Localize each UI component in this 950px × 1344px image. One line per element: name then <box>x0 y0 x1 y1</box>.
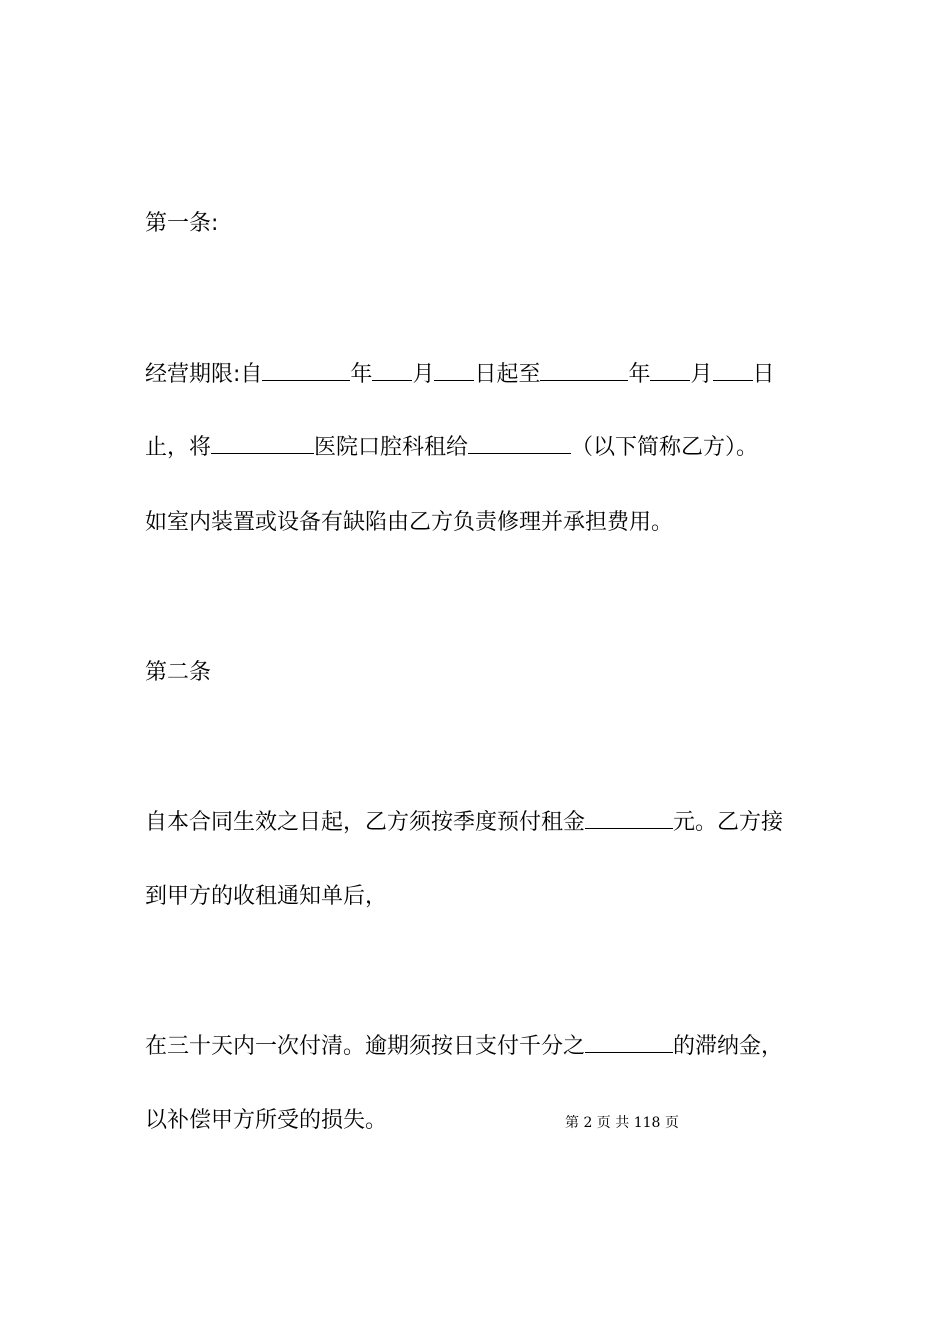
term-day-1: 日起至 <box>474 362 541 387</box>
compensation-text: 以补偿甲方所受的损失。 <box>145 1108 388 1133</box>
lease-mid: 医院口腔科租给 <box>314 435 469 460</box>
blank-lessee-name <box>468 433 571 454</box>
article-1-heading-text: 第一条: <box>145 211 219 236</box>
blank-end-year <box>540 360 628 381</box>
rent-suffix: 元。乙方接 <box>673 810 784 835</box>
term-prefix: 经营期限:自 <box>145 362 263 387</box>
page-number <box>565 1113 679 1133</box>
term-year-2: 年 <box>628 362 651 387</box>
blank-start-day <box>434 360 474 381</box>
term-year-1: 年 <box>350 362 373 387</box>
notice-text: 到甲方的收租通知单后， <box>145 884 388 909</box>
term-month-2: 月 <box>690 362 713 387</box>
article-1-repair-line <box>145 508 673 538</box>
article-2-payment-line <box>145 1032 783 1062</box>
payment-prefix: 在三十天内一次付清。逾期须按日支付千分之 <box>145 1034 586 1059</box>
lease-prefix: 止，将 <box>145 435 212 460</box>
article-1-lease-line <box>145 433 758 463</box>
rent-prefix: 自本合同生效之日起，乙方须按季度预付租金 <box>145 810 586 835</box>
article-2-heading-text: 第二条 <box>145 660 212 685</box>
article-2-heading <box>145 658 211 688</box>
page-number-text: 第 2 页 共 118 页 <box>565 1115 679 1131</box>
term-month-1: 月 <box>412 362 435 387</box>
blank-end-month <box>650 360 690 381</box>
blank-late-fee-rate <box>585 1032 673 1053</box>
blank-start-month <box>372 360 412 381</box>
article-1-term-line <box>145 360 775 390</box>
article-2-rent-line <box>145 808 783 838</box>
blank-hospital-name <box>211 433 314 454</box>
payment-suffix: 的滞纳金， <box>673 1034 784 1059</box>
blank-end-day <box>713 360 753 381</box>
lease-suffix: （以下简称乙方）。 <box>571 435 759 460</box>
blank-rent-amount <box>585 808 673 829</box>
term-day-2: 日 <box>752 362 775 387</box>
article-1-heading <box>145 209 218 239</box>
blank-start-year <box>262 360 350 381</box>
repair-text: 如室内装置或设备有缺陷由乙方负责修理并承担费用。 <box>145 510 674 535</box>
article-2-notice-line <box>145 882 387 912</box>
article-2-compensation-line <box>145 1106 387 1136</box>
